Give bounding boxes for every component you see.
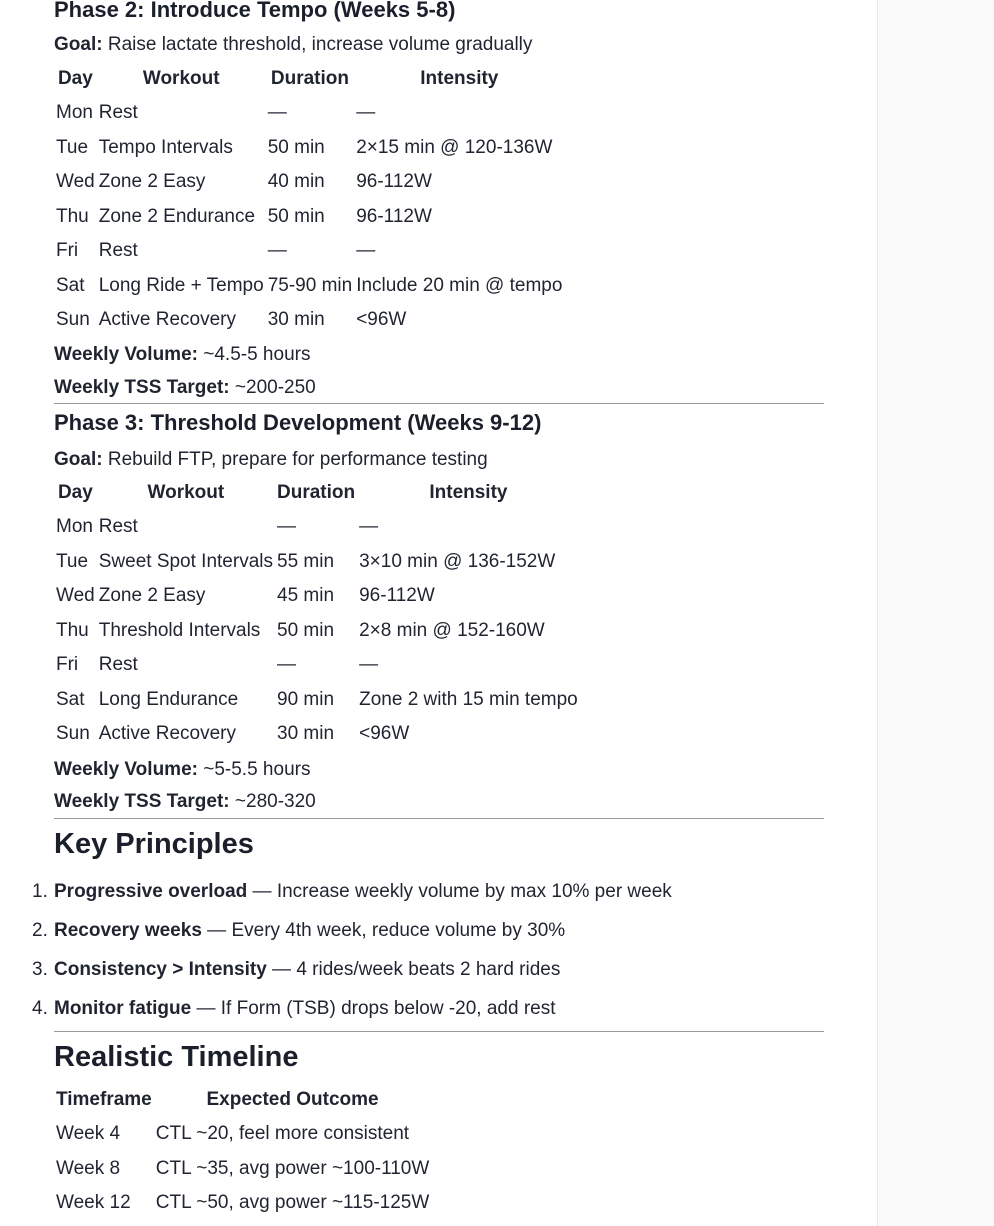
table-header-row xyxy=(54,476,580,510)
table-row xyxy=(54,269,564,304)
cell-duration: 50 min xyxy=(267,136,325,158)
cell-duration: 30 min xyxy=(277,723,335,745)
divider xyxy=(54,1031,824,1032)
phase2-goal-label: Goal: xyxy=(54,34,103,55)
phase3-volume-label: Weekly Volume: xyxy=(54,759,198,780)
table-row xyxy=(54,648,580,683)
cell-day: Mon xyxy=(56,102,93,124)
table-row xyxy=(54,303,564,338)
table-row xyxy=(54,510,580,545)
header-intensity: Intensity xyxy=(420,68,499,89)
cell-workout: Active Recovery xyxy=(98,309,237,331)
table-row xyxy=(54,200,564,235)
table-row xyxy=(54,234,564,269)
cell-intensity: — xyxy=(359,516,379,538)
cell-day: Tue xyxy=(56,136,89,158)
phase2-tss-value: ~200-250 xyxy=(229,377,316,398)
cell-workout: Zone 2 Endurance xyxy=(98,205,256,227)
timeline-title: Realistic Timeline xyxy=(54,1041,299,1073)
cell-day: Mon xyxy=(56,516,93,538)
cell-workout: Threshold Intervals xyxy=(98,619,261,641)
table-row xyxy=(54,131,564,166)
table-row xyxy=(54,1152,431,1187)
cell-intensity: Include 20 min @ tempo xyxy=(356,274,563,296)
phase3-tss-label: Weekly TSS Target: xyxy=(54,791,230,812)
phase2-title: Phase 2: Introduce Tempo (Weeks 5-8) xyxy=(54,0,456,22)
timeline-table xyxy=(54,1083,431,1221)
cell-timeframe: Week 4 xyxy=(56,1123,121,1145)
cell-day: Wed xyxy=(56,585,95,607)
cell-intensity: 96-112W xyxy=(356,171,432,193)
cell-workout: Tempo Intervals xyxy=(98,136,233,158)
cell-day: Fri xyxy=(56,654,79,676)
table-row xyxy=(54,1117,431,1152)
phase3-goal xyxy=(54,448,488,472)
table-row xyxy=(54,717,580,752)
cell-intensity: 2×8 min @ 152-160W xyxy=(359,619,545,641)
header-day: Day xyxy=(57,482,93,503)
phase3-weekly-tss xyxy=(54,790,316,814)
principles-title: Key Principles xyxy=(54,828,254,860)
cell-day: Sun xyxy=(56,309,90,331)
header-timeframe: Timeframe xyxy=(56,1089,152,1110)
header-expected-outcome: Expected Outcome xyxy=(206,1089,379,1110)
cell-outcome: CTL ~50, avg power ~115-125W xyxy=(155,1192,430,1214)
principle-text: — 4 rides/week beats 2 hard rides xyxy=(266,959,561,980)
cell-day: Sat xyxy=(56,688,85,710)
cell-workout: Long Ride + Tempo xyxy=(98,274,264,296)
cell-workout: Rest xyxy=(98,102,138,124)
table-row xyxy=(54,96,564,131)
cell-timeframe: Week 8 xyxy=(56,1157,121,1179)
cell-workout: Long Endurance xyxy=(98,688,239,710)
cell-intensity: 3×10 min @ 136-152W xyxy=(359,550,556,572)
cell-day: Tue xyxy=(56,550,89,572)
table-row xyxy=(54,165,564,200)
list-number: 2. xyxy=(32,920,48,941)
header-workout: Workout xyxy=(142,68,220,89)
list-number: 1. xyxy=(32,881,48,902)
principle-title: Recovery weeks xyxy=(54,920,202,941)
cell-timeframe: Week 12 xyxy=(56,1192,131,1214)
table-row xyxy=(54,1186,431,1221)
cell-workout: Zone 2 Easy xyxy=(98,171,206,193)
table-header-row xyxy=(54,1083,431,1117)
phase2-tss-label: Weekly TSS Target: xyxy=(54,377,230,398)
cell-intensity: — xyxy=(359,654,379,676)
list-item xyxy=(32,919,672,958)
side-panel xyxy=(877,0,994,1226)
header-duration: Duration xyxy=(270,68,349,89)
divider xyxy=(54,818,824,819)
cell-workout: Rest xyxy=(98,654,138,676)
principles-list xyxy=(32,880,672,1036)
cell-workout: Sweet Spot Intervals xyxy=(98,550,273,572)
header-duration: Duration xyxy=(277,482,356,503)
list-number: 3. xyxy=(32,959,48,980)
cell-day: Fri xyxy=(56,240,79,262)
cell-intensity: — xyxy=(356,240,376,262)
cell-duration: 30 min xyxy=(267,309,325,331)
phase3-goal-label: Goal: xyxy=(54,449,103,470)
phase3-table xyxy=(54,476,580,752)
cell-day: Sat xyxy=(56,274,85,296)
principle-text: — Every 4th week, reduce volume by 30% xyxy=(201,920,566,941)
phase3-title: Phase 3: Threshold Development (Weeks 9-12) xyxy=(54,410,542,435)
phase3-volume-value: ~5-5.5 hours xyxy=(197,759,311,780)
cell-day: Wed xyxy=(56,171,95,193)
principle-title: Progressive overload xyxy=(54,881,248,902)
cell-duration: 90 min xyxy=(277,688,335,710)
cell-workout: Rest xyxy=(98,516,138,538)
cell-workout: Rest xyxy=(98,240,138,262)
cell-duration: — xyxy=(277,654,296,676)
table-row xyxy=(54,614,580,649)
cell-intensity: <96W xyxy=(356,309,407,331)
cell-workout: Zone 2 Easy xyxy=(98,585,206,607)
principle-title: Monitor fatigue xyxy=(54,998,192,1019)
cell-duration: 75-90 min xyxy=(267,274,353,296)
cell-day: Thu xyxy=(56,619,89,641)
cell-duration: — xyxy=(267,102,287,124)
cell-duration: 55 min xyxy=(277,550,335,572)
phase2-weekly-tss xyxy=(54,376,316,400)
cell-duration: 45 min xyxy=(277,585,335,607)
list-number: 4. xyxy=(32,998,48,1019)
header-intensity: Intensity xyxy=(429,482,508,503)
phase2-goal-text: Raise lactate threshold, increase volume gradually xyxy=(102,34,533,55)
cell-outcome: CTL ~20, feel more consistent xyxy=(155,1123,410,1145)
phase3-tss-value: ~280-320 xyxy=(229,791,316,812)
cell-outcome: CTL ~35, avg power ~100-110W xyxy=(155,1157,430,1179)
phase2-volume-value: ~4.5-5 hours xyxy=(197,344,311,365)
cell-day: Thu xyxy=(56,205,89,227)
phase2-goal xyxy=(54,33,532,57)
cell-intensity: 96-112W xyxy=(356,205,432,227)
table-row xyxy=(54,579,580,614)
header-workout: Workout xyxy=(147,482,225,503)
cell-day: Sun xyxy=(56,723,90,745)
principle-text: — If Form (TSB) drops below -20, add rest xyxy=(191,998,556,1019)
cell-intensity: <96W xyxy=(359,723,410,745)
divider xyxy=(54,403,824,404)
cell-duration: — xyxy=(267,240,287,262)
principle-text: — Increase weekly volume by max 10% per week xyxy=(247,881,672,902)
cell-duration: 40 min xyxy=(267,171,325,193)
cell-duration: 50 min xyxy=(277,619,335,641)
phase2-table xyxy=(54,62,564,338)
cell-intensity: 2×15 min @ 120-136W xyxy=(356,136,553,158)
table-row xyxy=(54,683,580,718)
principle-title: Consistency > Intensity xyxy=(54,959,267,980)
phase3-weekly-volume xyxy=(54,758,310,782)
cell-intensity: 96-112W xyxy=(359,585,435,607)
header-day: Day xyxy=(57,68,93,89)
cell-intensity: Zone 2 with 15 min tempo xyxy=(359,688,578,710)
cell-workout: Active Recovery xyxy=(98,723,237,745)
table-header-row xyxy=(54,62,564,96)
cell-intensity: — xyxy=(356,102,376,124)
cell-duration: — xyxy=(277,516,296,538)
phase2-volume-label: Weekly Volume: xyxy=(54,344,198,365)
phase3-goal-text: Rebuild FTP, prepare for performance testing xyxy=(102,449,488,470)
list-item xyxy=(32,958,672,997)
list-item xyxy=(32,880,672,919)
phase2-weekly-volume xyxy=(54,343,310,367)
cell-duration: 50 min xyxy=(267,205,325,227)
table-row xyxy=(54,545,580,580)
